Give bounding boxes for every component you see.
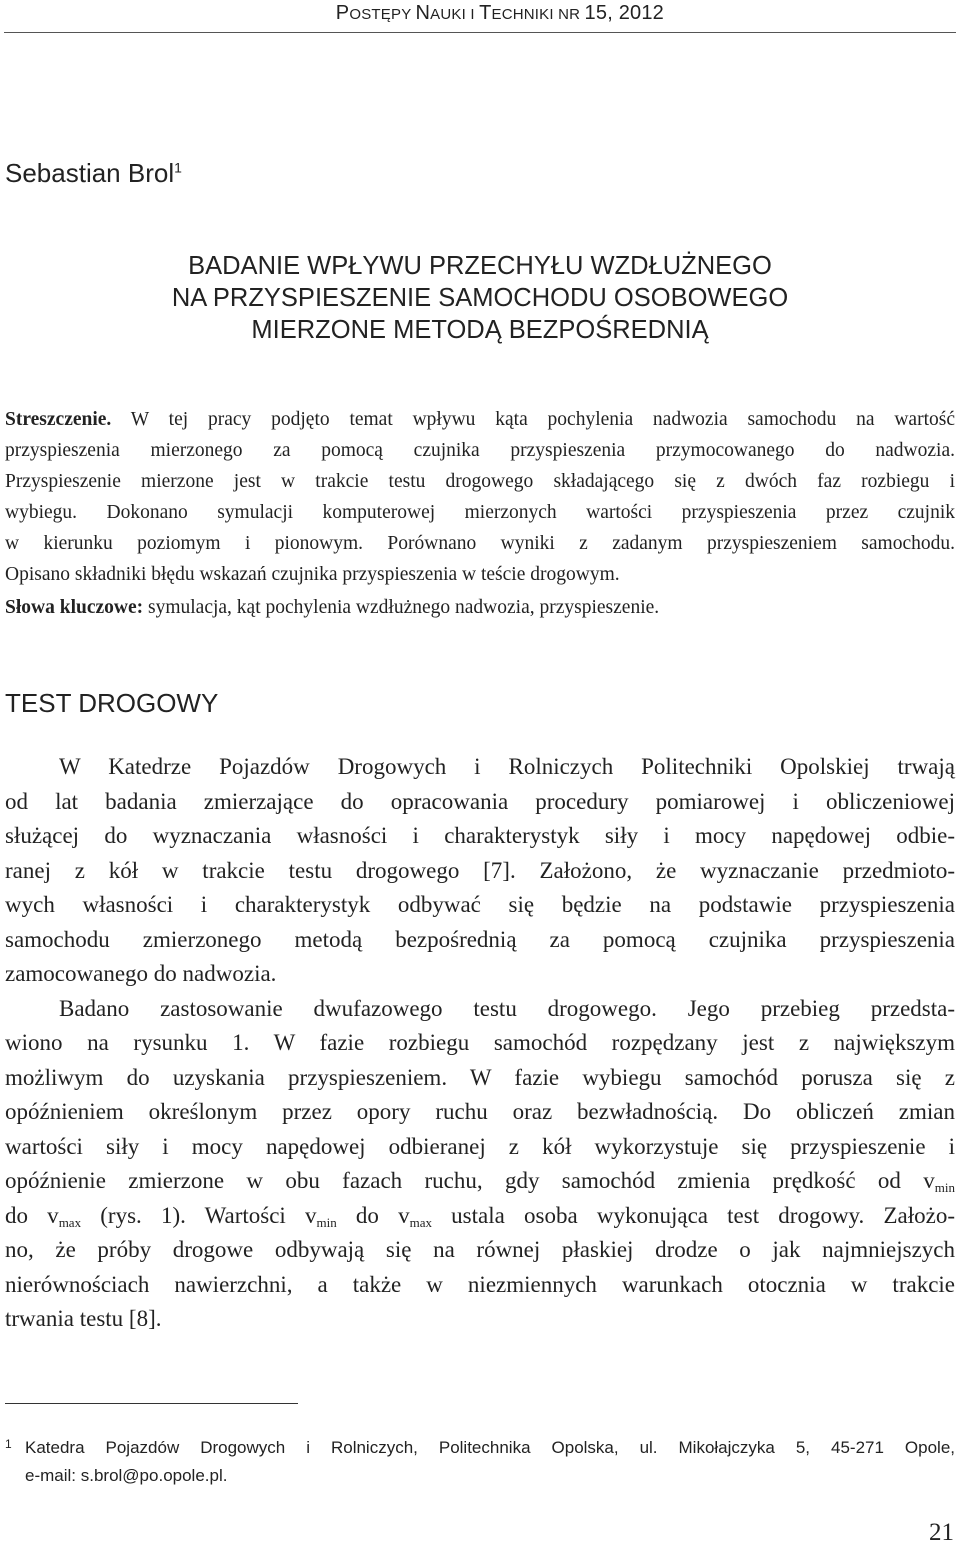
body-text-run: do v [5,1202,59,1228]
body-line: W Katedrze Pojazdów Drogowych i Rolniczych Politechniki Opolskiej trwają [59,754,955,779]
body-line [5,1199,955,1234]
body-line: służącej do wyznaczania własności i charakterystyk siły i mocy napędowej odbie- [5,823,955,848]
paper-title [0,250,960,346]
body-text-run: opóźnienie zmierzone w obu fazach ruchu, gdy samochód zmienia prędkość od v [5,1168,935,1193]
body-line: wartości siły i mocy napędowej odbieranej z kół wykorzystuje się przyspieszenie i [5,1133,955,1159]
author-footnote-marker: 1 [174,159,182,176]
abstract-line: Opisano składniki błędu wskazań czujnika przyspieszenia w teście drogowym. [5,564,620,585]
body-line: trwania testu [8]. [5,1306,162,1331]
body-line: od lat badania zmierzające do opracowania procedury pomiarowej i obliczeniowej [5,788,955,814]
subscript-max: max [58,1214,82,1230]
footnote-line: e-mail: s.brol@po.opole.pl. [25,1466,228,1485]
abstract-line: wybiegu. Dokonano symulacji komputerowej mierzonych wartości przyspieszenia przez czujnik [5,502,955,523]
journal-name-part: P [335,2,350,24]
body-line: ranej z kół w trakcie testu drogowego [7]. Założono, że wyznaczanie przedmioto- [5,857,955,883]
body-line: możliwym do uzyskania przyspieszeniem. W fazie wybiegu samochód porusza się z [5,1064,955,1090]
page-number: 21 [929,1519,954,1546]
title-line: MIERZONE METODĄ BEZPOŚREDNIĄ [251,316,709,344]
footnote-marker: 1 [5,1437,12,1451]
keywords-label: Słowa kluczowe: [5,597,144,618]
journal-name-part: AUKI I [430,6,480,23]
body-line: nierównościach nawierzchni, a także w niezmiennych warunkach otocznia w trakcie [5,1271,955,1297]
journal-name-part: T [479,2,492,24]
body-line: no, że próby drogowe odbywają się na równej płaskiej drodze o jak najmniejszych [5,1237,955,1262]
author-name [5,158,182,189]
abstract [5,404,955,623]
body-line: zamocowanego do nadwozia. [5,961,277,986]
body-line: wych własności i charakterystyk odbywać się będzie na podstawie przyspieszenia [5,892,955,917]
footnote-rule [5,1403,298,1404]
abstract-line: Przyspieszenie mierzone jest w trakcie testu drogowego składającego się z dwóch faz rozbiegu i [5,471,955,492]
body-text-run: (rys. 1). Wartości v [81,1202,317,1228]
journal-name-part: OSTĘPY [349,6,416,23]
journal-name-part: 15, 2012 [584,2,664,24]
body-line: Badano zastosowanie dwufazowego testu drogowego. Jego przebieg przedsta- [59,995,955,1021]
abstract-label: Streszczenie. [5,409,112,430]
journal-name-part: ECHNIKI NR [491,6,585,23]
keywords-text: symulacja, kąt pochylenia wzdłużnego nadwozia, przyspieszenie. [143,597,660,618]
footnote-line: Katedra Pojazdów Drogowych i Rolniczych, Politechnika Opolska, ul. Mikołajczyka 5, 45-271 Opole, [25,1438,955,1457]
subscript-min: min [316,1214,337,1230]
body-line [5,1164,955,1199]
abstract-line: w kierunku poziomym i pionowym. Porównano wyniki z zadanym przyspieszeniem samochodu. [5,533,955,554]
footnote-text [5,1434,955,1490]
body-text-run: ustala osoba wykonująca test drogowy. Założo- [432,1202,956,1228]
abstract-line: przyspieszenia mierzonego za pomocą czujnika przyspieszenia przymocowanego do nadwozia. [5,440,955,461]
author-name-text: Sebastian Brol [5,158,175,188]
body-line: opóźnieniem określonym przez opory ruchu oraz bezwładnością. Do obliczeń zmian [5,1099,955,1124]
header-rule [4,32,956,33]
body-text-run: do v [336,1202,410,1228]
title-line: NA PRZYSPIESZENIE SAMOCHODU OSOBOWEGO [171,284,789,312]
journal-name-part: N [415,2,431,24]
body-text [5,750,955,1337]
running-header [336,2,664,25]
keywords [5,592,955,623]
body-line: samochodu zmierzonego metodą bezpośrednią za pomocą czujnika przyspieszenia [5,926,955,952]
section-heading: TEST DROGOWY [5,688,219,718]
abstract-text: W tej pracy podjęto temat wpływu kąta pochylenia nadwozia samochodu na wartość [111,409,955,430]
abstract-line [5,404,955,435]
subscript-min: min [934,1180,955,1195]
body-line: wiono na rysunku 1. W fazie rozbiegu samochód rozpędzany jest z największym [5,1030,955,1055]
footnote [5,1434,955,1490]
subscript-max: max [409,1214,432,1230]
title-line: BADANIE WPŁYWU PRZECHYŁU WZDŁUŻNEGO [188,252,772,280]
